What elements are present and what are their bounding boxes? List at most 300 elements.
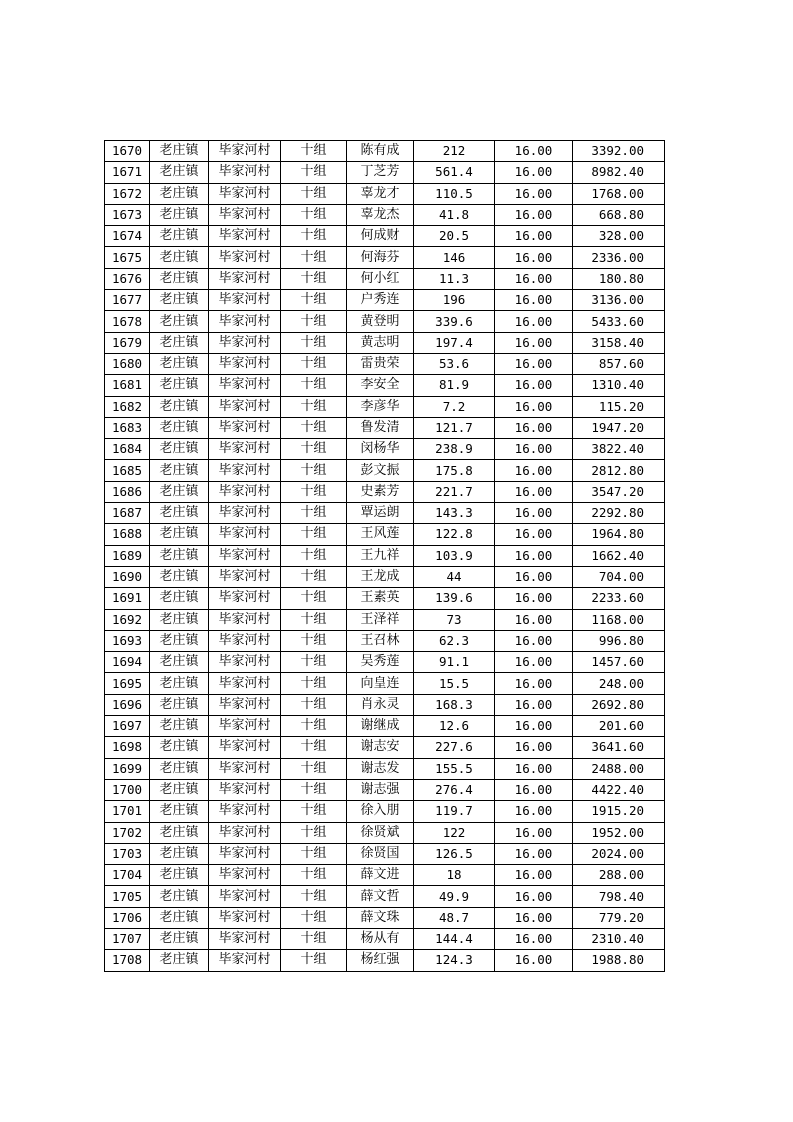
cell-name: 雷贵荣 [347,353,414,374]
cell-quantity: 276.4 [414,779,495,800]
cell-name: 彭文振 [347,460,414,481]
cell-name: 谢志安 [347,737,414,758]
table-row [105,332,665,353]
cell-township: 老庄镇 [150,417,209,438]
cell-township: 老庄镇 [150,545,209,566]
cell-village: 毕家河村 [209,630,281,651]
cell-row-number: 1688 [105,524,150,545]
cell-village: 毕家河村 [209,907,281,928]
cell-amount: 2812.80 [573,460,665,481]
cell-unit-price: 16.00 [495,928,573,949]
cell-name: 鲁发清 [347,417,414,438]
cell-village: 毕家河村 [209,566,281,587]
cell-village: 毕家河村 [209,950,281,971]
cell-amount: 1310.40 [573,375,665,396]
cell-group: 十组 [281,865,347,886]
cell-village: 毕家河村 [209,524,281,545]
cell-name: 王九祥 [347,545,414,566]
cell-row-number: 1685 [105,460,150,481]
cell-village: 毕家河村 [209,439,281,460]
cell-row-number: 1680 [105,353,150,374]
cell-township: 老庄镇 [150,268,209,289]
cell-quantity: 122.8 [414,524,495,545]
cell-row-number: 1708 [105,950,150,971]
cell-unit-price: 16.00 [495,141,573,162]
cell-village: 毕家河村 [209,141,281,162]
cell-name: 吴秀莲 [347,652,414,673]
cell-unit-price: 16.00 [495,801,573,822]
cell-row-number: 1707 [105,928,150,949]
cell-amount: 3641.60 [573,737,665,758]
table-row [105,183,665,204]
cell-name: 李彦华 [347,396,414,417]
cell-village: 毕家河村 [209,652,281,673]
table-row [105,460,665,481]
table-row [105,630,665,651]
cell-township: 老庄镇 [150,524,209,545]
cell-group: 十组 [281,460,347,481]
cell-amount: 1662.40 [573,545,665,566]
cell-group: 十组 [281,524,347,545]
cell-name: 闵杨华 [347,439,414,460]
cell-village: 毕家河村 [209,886,281,907]
cell-unit-price: 16.00 [495,779,573,800]
cell-name: 徐贤国 [347,843,414,864]
cell-name: 谢志强 [347,779,414,800]
cell-unit-price: 16.00 [495,716,573,737]
cell-township: 老庄镇 [150,737,209,758]
cell-name: 徐入朋 [347,801,414,822]
cell-name: 何小红 [347,268,414,289]
table-row [105,353,665,374]
cell-village: 毕家河村 [209,737,281,758]
cell-unit-price: 16.00 [495,247,573,268]
cell-village: 毕家河村 [209,716,281,737]
cell-amount: 248.00 [573,673,665,694]
cell-name: 丁芝芳 [347,162,414,183]
cell-unit-price: 16.00 [495,950,573,971]
cell-township: 老庄镇 [150,481,209,502]
cell-group: 十组 [281,630,347,651]
cell-village: 毕家河村 [209,460,281,481]
cell-township: 老庄镇 [150,907,209,928]
table-row [105,503,665,524]
cell-amount: 328.00 [573,226,665,247]
cell-unit-price: 16.00 [495,524,573,545]
cell-quantity: 126.5 [414,843,495,864]
cell-name: 徐贤斌 [347,822,414,843]
cell-quantity: 53.6 [414,353,495,374]
cell-group: 十组 [281,481,347,502]
cell-township: 老庄镇 [150,439,209,460]
cell-name: 杨红强 [347,950,414,971]
cell-name: 李安全 [347,375,414,396]
cell-amount: 3158.40 [573,332,665,353]
cell-amount: 2692.80 [573,694,665,715]
cell-unit-price: 16.00 [495,204,573,225]
cell-village: 毕家河村 [209,928,281,949]
cell-group: 十组 [281,779,347,800]
cell-group: 十组 [281,801,347,822]
cell-row-number: 1681 [105,375,150,396]
cell-village: 毕家河村 [209,545,281,566]
cell-quantity: 238.9 [414,439,495,460]
cell-group: 十组 [281,290,347,311]
cell-row-number: 1674 [105,226,150,247]
cell-group: 十组 [281,204,347,225]
cell-village: 毕家河村 [209,417,281,438]
table-row [105,673,665,694]
cell-quantity: 155.5 [414,758,495,779]
cell-group: 十组 [281,183,347,204]
cell-village: 毕家河村 [209,694,281,715]
cell-group: 十组 [281,950,347,971]
table-row [105,162,665,183]
cell-amount: 201.60 [573,716,665,737]
cell-row-number: 1706 [105,907,150,928]
cell-row-number: 1675 [105,247,150,268]
cell-quantity: 48.7 [414,907,495,928]
cell-township: 老庄镇 [150,503,209,524]
cell-quantity: 20.5 [414,226,495,247]
cell-quantity: 44 [414,566,495,587]
cell-row-number: 1702 [105,822,150,843]
table-row [105,950,665,971]
cell-amount: 5433.60 [573,311,665,332]
cell-village: 毕家河村 [209,311,281,332]
cell-name: 何海芬 [347,247,414,268]
cell-row-number: 1682 [105,396,150,417]
cell-village: 毕家河村 [209,204,281,225]
cell-unit-price: 16.00 [495,566,573,587]
cell-township: 老庄镇 [150,843,209,864]
cell-group: 十组 [281,332,347,353]
cell-township: 老庄镇 [150,950,209,971]
cell-group: 十组 [281,375,347,396]
cell-amount: 798.40 [573,886,665,907]
cell-township: 老庄镇 [150,460,209,481]
cell-township: 老庄镇 [150,886,209,907]
cell-name: 王素英 [347,588,414,609]
cell-unit-price: 16.00 [495,843,573,864]
table-row [105,247,665,268]
table-row [105,928,665,949]
cell-group: 十组 [281,566,347,587]
cell-village: 毕家河村 [209,332,281,353]
cell-township: 老庄镇 [150,396,209,417]
cell-village: 毕家河村 [209,588,281,609]
cell-unit-price: 16.00 [495,694,573,715]
cell-group: 十组 [281,907,347,928]
cell-township: 老庄镇 [150,928,209,949]
cell-village: 毕家河村 [209,268,281,289]
cell-name: 杨从有 [347,928,414,949]
cell-unit-price: 16.00 [495,268,573,289]
cell-row-number: 1699 [105,758,150,779]
cell-row-number: 1676 [105,268,150,289]
cell-village: 毕家河村 [209,758,281,779]
cell-township: 老庄镇 [150,588,209,609]
table-body [105,141,665,972]
cell-unit-price: 16.00 [495,417,573,438]
cell-amount: 704.00 [573,566,665,587]
cell-name: 辜龙杰 [347,204,414,225]
cell-amount: 1768.00 [573,183,665,204]
cell-township: 老庄镇 [150,162,209,183]
cell-unit-price: 16.00 [495,673,573,694]
cell-village: 毕家河村 [209,822,281,843]
cell-quantity: 227.6 [414,737,495,758]
cell-quantity: 196 [414,290,495,311]
cell-group: 十组 [281,247,347,268]
cell-row-number: 1695 [105,673,150,694]
cell-group: 十组 [281,503,347,524]
cell-group: 十组 [281,716,347,737]
cell-quantity: 121.7 [414,417,495,438]
cell-township: 老庄镇 [150,652,209,673]
cell-name: 王风莲 [347,524,414,545]
cell-name: 向皇连 [347,673,414,694]
cell-quantity: 41.8 [414,204,495,225]
table-row [105,694,665,715]
cell-township: 老庄镇 [150,204,209,225]
cell-village: 毕家河村 [209,843,281,864]
cell-unit-price: 16.00 [495,865,573,886]
table-row [105,226,665,247]
cell-unit-price: 16.00 [495,609,573,630]
cell-row-number: 1670 [105,141,150,162]
cell-village: 毕家河村 [209,673,281,694]
cell-unit-price: 16.00 [495,311,573,332]
cell-township: 老庄镇 [150,332,209,353]
cell-unit-price: 16.00 [495,226,573,247]
cell-row-number: 1697 [105,716,150,737]
cell-unit-price: 16.00 [495,652,573,673]
cell-amount: 1168.00 [573,609,665,630]
cell-unit-price: 16.00 [495,439,573,460]
cell-township: 老庄镇 [150,694,209,715]
cell-unit-price: 16.00 [495,396,573,417]
cell-group: 十组 [281,226,347,247]
table-row [105,716,665,737]
cell-amount: 2310.40 [573,928,665,949]
cell-group: 十组 [281,141,347,162]
cell-unit-price: 16.00 [495,481,573,502]
cell-quantity: 143.3 [414,503,495,524]
cell-group: 十组 [281,886,347,907]
cell-name: 王龙成 [347,566,414,587]
table-row [105,886,665,907]
cell-amount: 1915.20 [573,801,665,822]
cell-unit-price: 16.00 [495,758,573,779]
cell-village: 毕家河村 [209,481,281,502]
cell-quantity: 146 [414,247,495,268]
cell-group: 十组 [281,928,347,949]
cell-row-number: 1679 [105,332,150,353]
table-row [105,417,665,438]
cell-township: 老庄镇 [150,779,209,800]
cell-unit-price: 16.00 [495,162,573,183]
cell-name: 薛文珠 [347,907,414,928]
cell-amount: 2233.60 [573,588,665,609]
cell-township: 老庄镇 [150,141,209,162]
cell-amount: 668.80 [573,204,665,225]
cell-amount: 857.60 [573,353,665,374]
cell-amount: 2292.80 [573,503,665,524]
cell-unit-price: 16.00 [495,353,573,374]
subsidy-table [104,140,665,972]
cell-group: 十组 [281,843,347,864]
cell-township: 老庄镇 [150,183,209,204]
cell-row-number: 1693 [105,630,150,651]
cell-amount: 288.00 [573,865,665,886]
cell-village: 毕家河村 [209,226,281,247]
cell-township: 老庄镇 [150,375,209,396]
cell-row-number: 1689 [105,545,150,566]
table-row [105,737,665,758]
cell-quantity: 221.7 [414,481,495,502]
cell-quantity: 122 [414,822,495,843]
cell-quantity: 139.6 [414,588,495,609]
cell-amount: 180.80 [573,268,665,289]
cell-group: 十组 [281,353,347,374]
cell-row-number: 1692 [105,609,150,630]
cell-unit-price: 16.00 [495,545,573,566]
cell-name: 史素芳 [347,481,414,502]
cell-name: 黄登明 [347,311,414,332]
cell-group: 十组 [281,417,347,438]
cell-township: 老庄镇 [150,247,209,268]
cell-name: 黄志明 [347,332,414,353]
cell-unit-price: 16.00 [495,503,573,524]
cell-amount: 1457.60 [573,652,665,673]
cell-quantity: 561.4 [414,162,495,183]
cell-township: 老庄镇 [150,758,209,779]
cell-quantity: 73 [414,609,495,630]
cell-village: 毕家河村 [209,247,281,268]
cell-township: 老庄镇 [150,311,209,332]
cell-group: 十组 [281,652,347,673]
table-row [105,801,665,822]
cell-village: 毕家河村 [209,353,281,374]
cell-quantity: 124.3 [414,950,495,971]
cell-unit-price: 16.00 [495,822,573,843]
cell-village: 毕家河村 [209,609,281,630]
table-row [105,545,665,566]
cell-unit-price: 16.00 [495,907,573,928]
cell-township: 老庄镇 [150,630,209,651]
cell-row-number: 1690 [105,566,150,587]
cell-group: 十组 [281,822,347,843]
cell-row-number: 1684 [105,439,150,460]
table-row [105,290,665,311]
cell-quantity: 81.9 [414,375,495,396]
cell-group: 十组 [281,694,347,715]
table-row [105,268,665,289]
cell-name: 谢志发 [347,758,414,779]
cell-row-number: 1701 [105,801,150,822]
cell-amount: 8982.40 [573,162,665,183]
cell-row-number: 1673 [105,204,150,225]
cell-unit-price: 16.00 [495,737,573,758]
cell-amount: 3136.00 [573,290,665,311]
cell-township: 老庄镇 [150,226,209,247]
cell-township: 老庄镇 [150,822,209,843]
cell-amount: 1964.80 [573,524,665,545]
cell-quantity: 197.4 [414,332,495,353]
cell-group: 十组 [281,758,347,779]
cell-group: 十组 [281,268,347,289]
table-row [105,865,665,886]
table-row [105,481,665,502]
table-row [105,907,665,928]
cell-row-number: 1694 [105,652,150,673]
cell-row-number: 1691 [105,588,150,609]
cell-township: 老庄镇 [150,801,209,822]
cell-quantity: 62.3 [414,630,495,651]
cell-village: 毕家河村 [209,162,281,183]
cell-unit-price: 16.00 [495,290,573,311]
cell-row-number: 1686 [105,481,150,502]
table-row [105,396,665,417]
cell-quantity: 12.6 [414,716,495,737]
cell-group: 十组 [281,737,347,758]
cell-township: 老庄镇 [150,865,209,886]
cell-group: 十组 [281,439,347,460]
cell-group: 十组 [281,588,347,609]
cell-unit-price: 16.00 [495,630,573,651]
cell-village: 毕家河村 [209,290,281,311]
cell-row-number: 1687 [105,503,150,524]
cell-group: 十组 [281,609,347,630]
cell-village: 毕家河村 [209,865,281,886]
cell-quantity: 144.4 [414,928,495,949]
cell-name: 陈有成 [347,141,414,162]
cell-amount: 996.80 [573,630,665,651]
table-row [105,524,665,545]
cell-row-number: 1700 [105,779,150,800]
cell-amount: 1947.20 [573,417,665,438]
cell-group: 十组 [281,673,347,694]
cell-group: 十组 [281,162,347,183]
cell-amount: 2024.00 [573,843,665,864]
table-row [105,843,665,864]
cell-name: 辜龙才 [347,183,414,204]
cell-quantity: 175.8 [414,460,495,481]
table-row [105,566,665,587]
cell-amount: 1952.00 [573,822,665,843]
table-row [105,779,665,800]
cell-township: 老庄镇 [150,290,209,311]
table-row [105,758,665,779]
table-row [105,609,665,630]
cell-quantity: 212 [414,141,495,162]
cell-row-number: 1698 [105,737,150,758]
cell-quantity: 110.5 [414,183,495,204]
cell-name: 薛文哲 [347,886,414,907]
cell-unit-price: 16.00 [495,460,573,481]
cell-group: 十组 [281,396,347,417]
cell-amount: 779.20 [573,907,665,928]
cell-row-number: 1678 [105,311,150,332]
cell-row-number: 1677 [105,290,150,311]
cell-row-number: 1704 [105,865,150,886]
cell-village: 毕家河村 [209,396,281,417]
cell-name: 肖永灵 [347,694,414,715]
cell-township: 老庄镇 [150,673,209,694]
cell-village: 毕家河村 [209,503,281,524]
cell-row-number: 1683 [105,417,150,438]
